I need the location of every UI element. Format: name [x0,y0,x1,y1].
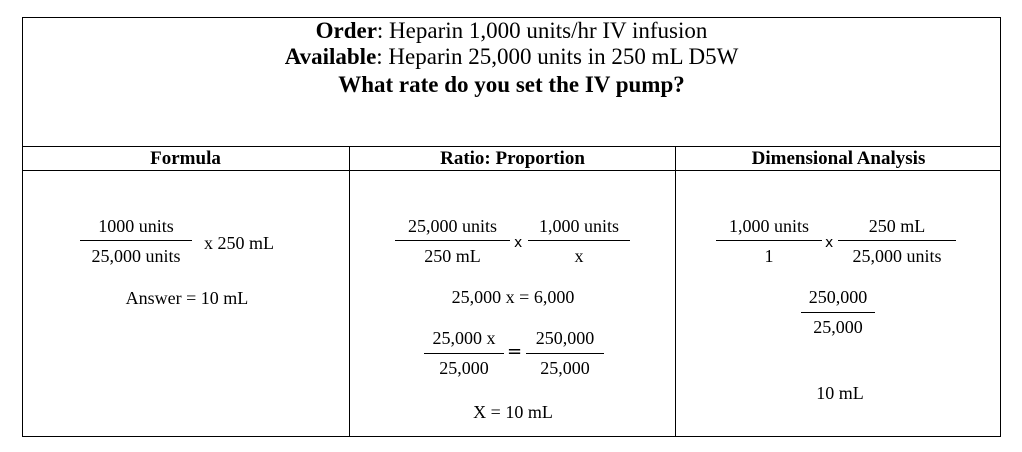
ratio-fraction1-numerator: 25,000 units [407,216,497,236]
ratio-equation: 25,000 x = 6,000 [451,287,575,307]
header-divider [22,146,1001,147]
ratio-fraction2-numerator: 1,000 units [538,216,619,236]
column-header-divider [22,170,1001,171]
dimensional-fraction1-numerator: 1,000 units [728,216,809,236]
dimensional-fraction2-bar [838,240,956,241]
dimensional-fraction3-bar [801,312,875,313]
column-divider-1 [349,147,350,437]
ratio-equals: = [507,341,523,362]
column-header-ratio: Ratio: Proportion [440,148,585,169]
order-line [22,18,1001,44]
ratio-answer: X = 10 mL [473,402,553,422]
formula-multiplier: x 250 mL [204,233,274,253]
question: What rate do you set the IV pump? [338,72,685,97]
available-label: Available [284,44,377,69]
available-text: : Heparin 25,000 units in 250 mL D5W [376,44,739,69]
formula-fraction-bar [80,240,192,241]
ratio-fraction4-numerator: 250,000 [535,328,595,348]
dimensional-fraction1-denominator: 1 [764,246,774,266]
ratio-fraction4-bar [526,353,604,354]
ratio-fraction3-bar [424,353,504,354]
dimensional-answer: 10 mL [816,383,864,403]
ratio-fraction4-denominator: 25,000 [540,358,590,378]
formula-answer: Answer = 10 mL [125,288,249,308]
order-text: : Heparin 1,000 units/hr IV infusion [376,18,708,43]
dimensional-fraction2-denominator: 25,000 units [852,246,942,266]
dimensional-fraction3-numerator: 250,000 [808,287,868,307]
formula-numerator: 1000 units [98,216,174,236]
ratio-fraction3-numerator: 25,000 x [432,328,496,348]
column-header-formula: Formula [150,148,221,169]
ratio-fraction2-bar [528,240,630,241]
ratio-fraction1-denominator: 250 mL [424,246,481,266]
ratio-fraction3-denominator: 25,000 [439,358,489,378]
formula-denominator: 25,000 units [91,246,181,266]
ratio-times: x [514,235,523,251]
order-label: Order [315,18,377,43]
dimensional-fraction2-numerator: 250 mL [868,216,926,236]
column-header-dimensional: Dimensional Analysis [751,148,926,169]
dimensional-fraction3-denominator: 25,000 [813,317,863,337]
dimensional-fraction1-bar [716,240,822,241]
ratio-fraction2-denominator: x [574,246,584,266]
available-line [22,44,1001,70]
ratio-fraction1-bar [395,240,510,241]
dimensional-times: x [825,235,834,251]
column-divider-2 [675,147,676,437]
